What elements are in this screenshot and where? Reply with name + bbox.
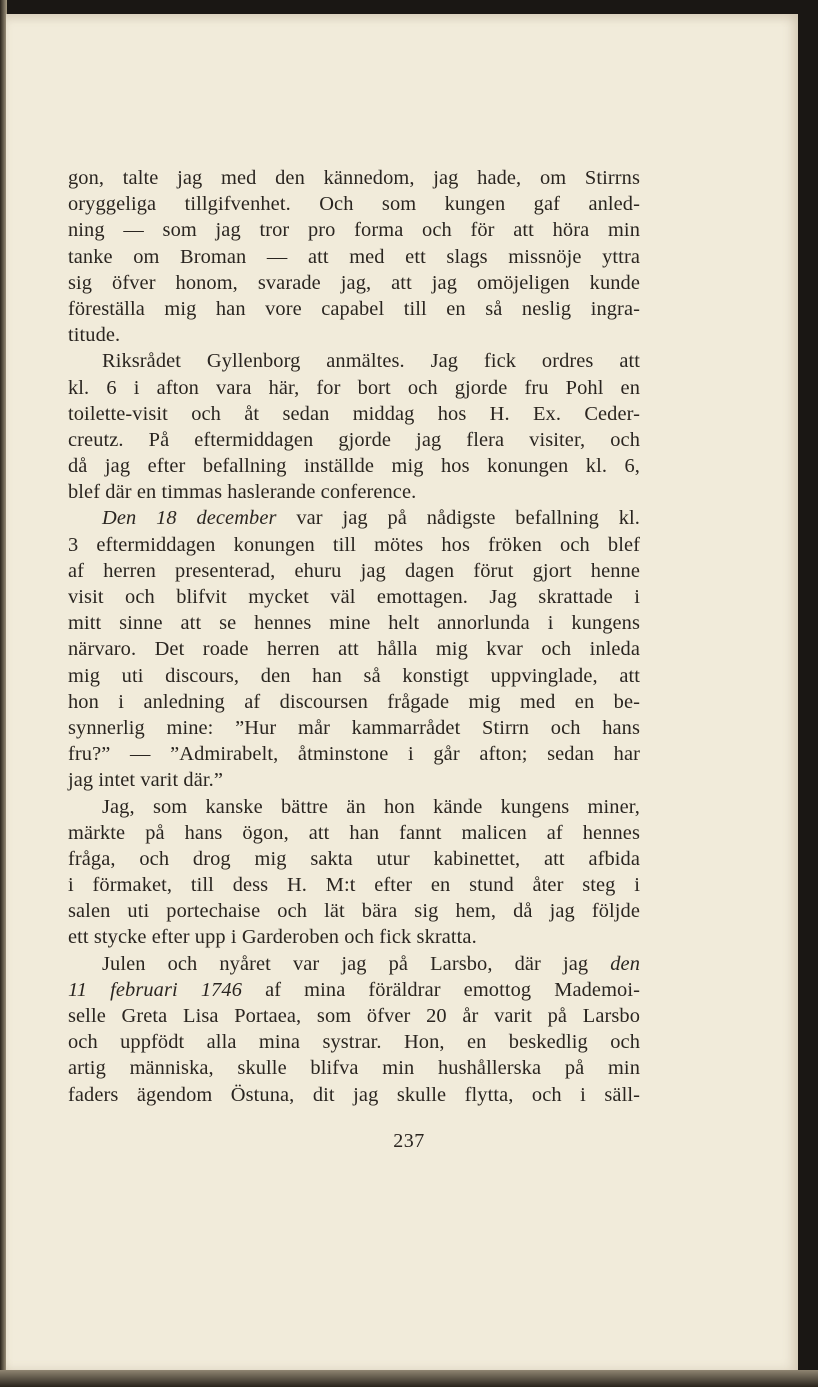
text-line: artig människa, skulle blifva min hushållerska på min [68, 1057, 640, 1080]
scan-bottom-edge [0, 1370, 818, 1387]
text-line: selle Greta Lisa Portaea, som öfver 20 år varit på Larsbo [68, 1005, 640, 1027]
text-line: salen uti portechaise och lät bära sig hem, då jag följde [68, 900, 640, 923]
text-line [68, 505, 640, 531]
date-heading: Den 18 december [102, 507, 277, 530]
date-heading: den [610, 952, 640, 975]
text-line: titude. [68, 324, 121, 347]
text-line: mitt sinne att se hennes mine helt annorlunda i kungens [68, 612, 640, 635]
text-line: visit och blifvit mycket väl emottagen. Jag skrattade i [68, 586, 640, 608]
text-line: Jag, som kanske bättre än hon kände kungens miner, [102, 795, 640, 818]
text-line: oryggeliga tillgifvenhet. Och som kungen gaf anled- [68, 193, 640, 216]
text-line: 3 eftermiddagen konungen till mötes hos fröken och blef [68, 533, 640, 556]
text-line: hon i anledning af discoursen frågade mig med en be- [68, 690, 640, 713]
text-line: då jag efter befallning inställde mig hos konungen kl. 6, [68, 455, 640, 478]
text-line: af herren presenterad, ehuru jag dagen förut gjort henne [68, 559, 640, 582]
text-line [68, 977, 640, 1003]
text-line: i förmaket, till dess H. M:t efter en stund åter steg i [68, 874, 640, 897]
text-line: fråga, och drog mig sakta utur kabinettet, att afbida [68, 847, 640, 870]
text-run: var jag på nådigste befallning kl. [276, 507, 641, 530]
text-line: kl. 6 i afton vara här, for bort och gjorde fru Pohl en [68, 376, 640, 399]
text-line: närvaro. Det roade herren att hålla mig kvar och inleda [68, 638, 640, 661]
text-line: fru?” — ”Admirabelt, åtminstone i går afton; sedan har [68, 743, 640, 766]
text-line: toilette-visit och åt sedan middag hos H. Ex. Ceder- [68, 402, 640, 425]
text-run: af mina föräldrar emottog Mademoi- [242, 978, 640, 1001]
text-line: mig uti discours, den han så konstigt uppvinglade, att [68, 664, 640, 687]
text-line: föreställa mig han vore capabel till en så neslig ingra- [68, 297, 640, 320]
text-line: tanke om Broman — att med ett slags missnöje yttra [68, 245, 640, 268]
text-line: synnerlig mine: ”Hur mår kammarrådet Stirrn och hans [68, 716, 640, 739]
body-text [68, 165, 640, 1108]
text-line: jag intet varit där.” [68, 769, 223, 792]
text-line [68, 951, 640, 977]
text-line: och uppfödt alla mina systrar. Hon, en beskedlig och [68, 1031, 640, 1054]
text-run: Julen och nyåret var jag på Larsbo, där jag [102, 952, 611, 975]
text-line: blef där en timmas haslerande conference. [68, 481, 417, 504]
text-line: faders ägendom Östuna, dit jag skulle flytta, och i säll- [68, 1083, 640, 1106]
text-line: Riksrådet Gyllenborg anmältes. Jag fick ordres att [102, 350, 640, 373]
text-line: creutz. På eftermiddagen gjorde jag flera visiter, och [68, 428, 640, 451]
text-line: ning — som jag tror pro forma och för att höra min [68, 219, 640, 242]
text-line: sig öfver honom, svarade jag, att jag omöjeligen kunde [68, 271, 640, 294]
page-number: 237 [393, 1130, 425, 1152]
date-heading: 11 februari 1746 [68, 978, 243, 1001]
text-line: ett stycke efter upp i Garderoben och fick skratta. [68, 926, 477, 949]
text-line: gon, talte jag med den kännedom, jag hade, om Stirrns [68, 167, 640, 189]
text-line: märkte på hans ögon, att han fannt malicen af hennes [68, 821, 640, 844]
